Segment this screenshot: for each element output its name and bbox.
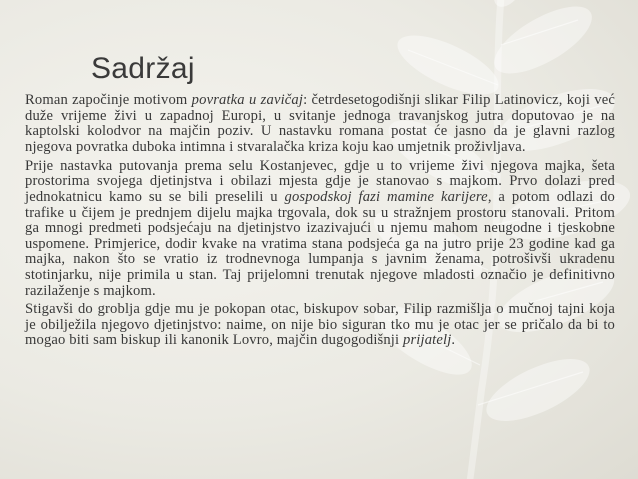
italic-run: povratka u zavičaj [191, 92, 304, 108]
text-run: Stigavši do groblja gdje mu je pokopan otac, biskupov sobar, Filip razmišlja o mučnoj tajni koja je obilježila njegovo djetinjstvo: naime, on nije bio siguran tko mu je otac jer se pričalo da bi to mogao biti sam biskup ili kanonik Lovro, majčin dugogodišnji [25, 301, 615, 349]
slide-body [25, 93, 615, 353]
italic-run: gospodskoj fazi mamine karijere [284, 189, 488, 206]
text-run: . [451, 332, 456, 349]
paragraph [25, 159, 615, 299]
text-run: Prije nastavka putovanja prema selu Kostanjevec, gdje u to vrijeme živi njegova majka, šeta prostorima svojega djetinjstva i obilazi mjesta gdje je stanovao s majkom. Prvo dolazi pred jednokatnicu kamo su se bili preselili u [25, 157, 615, 206]
text-run: Roman započinje motivom [25, 92, 192, 108]
paragraph [25, 302, 615, 349]
paragraph [25, 93, 615, 155]
slide-title: Sadržaj [91, 52, 195, 85]
text-run: , a potom odlazi do trafike u čijem je prednjem dijelu majka trgovala, dok su u stražnjem prostoru stanovali. Pritom ga mnogi predmeti podsjećaju na djetinjstvo izazivajući u njemu mahom neugodne i tjeskobne uspomene. Primjerice, dodir kvake na vratima stana podsjeća ga na jutro prije 23 godine kad ga majka, nakon što se vratio iz trodnevnoga lumpanja s javnim ženama, potrošivši ukradenu stotinjarku, nije primila u stan. Taj prijelomni trenutak njegove mladosti označio je definitivno razilaženje s majkom. [25, 189, 616, 299]
text-run: : četrdesetogodišnji slikar Filip Latinovicz, koji već duže vrijeme živi u zapadnoj Europi, u svitanje jednoga travanjskog jutra doputovao je na kaptolski kolodvor na majčin poziv. U nastavku romana postat će jasno da je glavni razlog njegova povratka duboka intimna i stvaralačka kriza koju kao umjetnik proživljava. [25, 92, 615, 155]
italic-run: prijatelj [403, 332, 452, 349]
